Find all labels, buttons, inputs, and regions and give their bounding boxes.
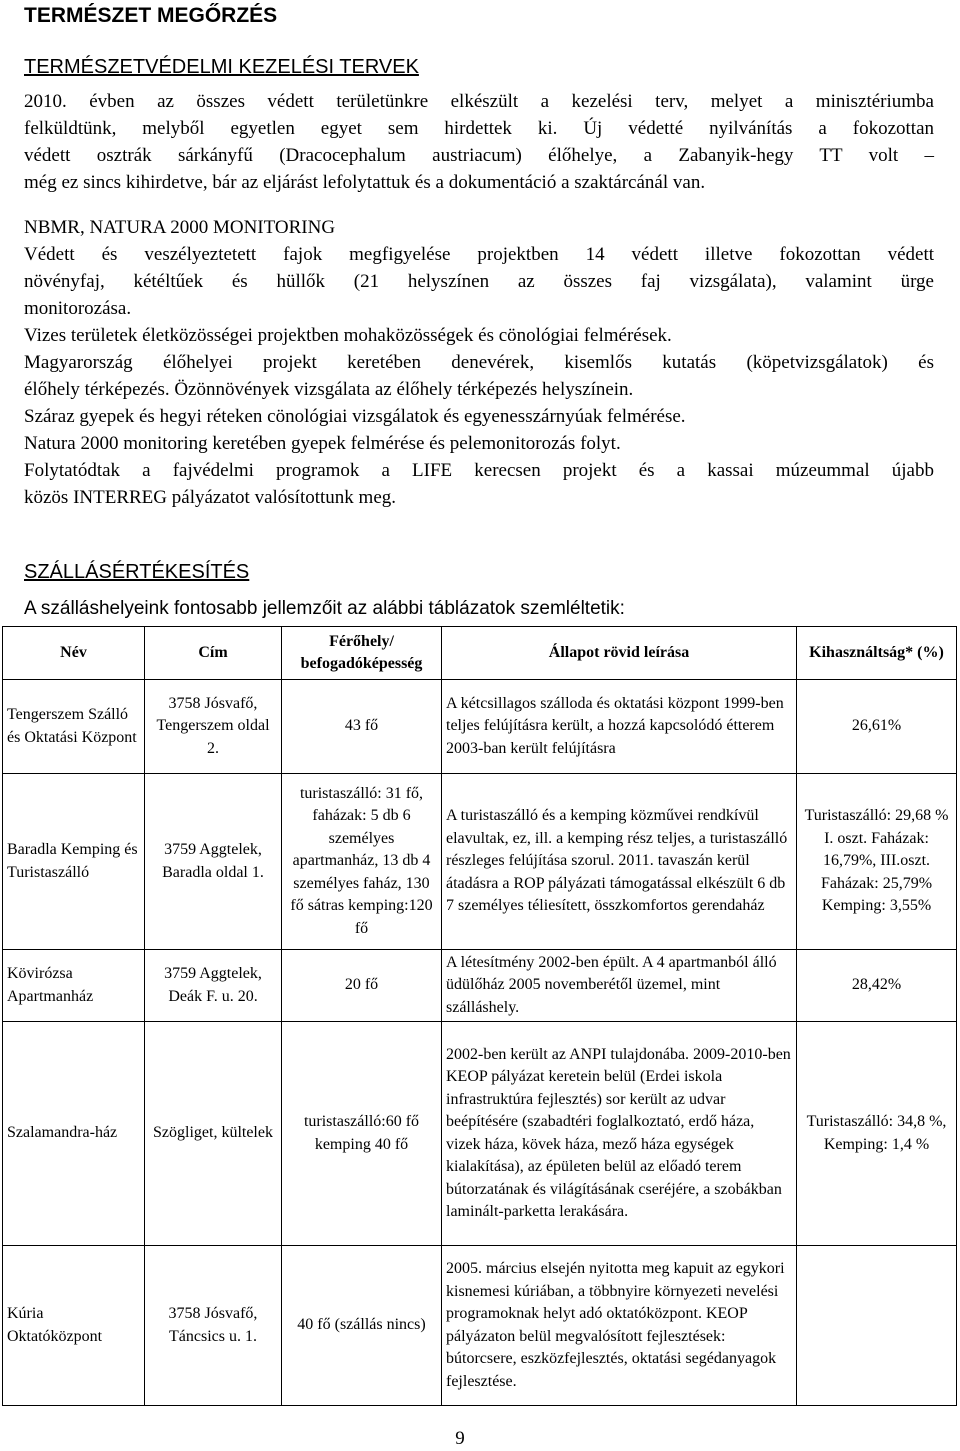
subsection-title: TERMÉSZETVÉDELMI KEZELÉSI TERVEK [24, 56, 419, 78]
monitoring-line: Magyarország élőhelyei projekt keretében denevérek, kisemlős kutatás (köpetvizsgálatok) és [24, 352, 934, 373]
cell-status: A kétcsillagos szálloda és oktatási központ 1999-ben teljes felújításra került, a hozzá kapcsolódó étterem 2003-ban került felújításra [442, 680, 797, 774]
accommodation-heading: SZÁLLÁSÉRTÉKESÍTÉS [24, 561, 250, 583]
accommodation-intro: A szálláshelyeink fontosabb jellemzőit az alábbi táblázatok szemléltetik: [24, 598, 625, 619]
monitoring-line: Száraz gyepek és hegyi réteken cönológiai vizsgálatok és egyenesszárnyúak felmérése. [24, 406, 686, 427]
cell-occupancy: Turistaszálló: 34,8 %, Kemping: 1,4 % [797, 1022, 957, 1246]
cell-name: Tengerszem Szálló és Oktatási Központ [3, 680, 145, 774]
monitoring-line: közös INTERREG pályázatot valósítottunk meg. [24, 487, 397, 508]
cell-status: 2002-ben került az ANPI tulajdonába. 2009-2010-ben KEOP pályázat keretein belül (Erdei iskola infrastruktúra fejlesztés) sor került az udvar beépítésére (szabadtéri foglalkoztató, erdő háza, vizek háza, kövek háza, mező háza egységek kialakítása), az épületen belül az előadó terem bútorzatának és világításának cseréjére, a szobákban laminált-parketta lerakására. [442, 1022, 797, 1246]
cell-address: 3758 Jósvafő, Táncsics u. 1. [145, 1246, 282, 1406]
table-row [3, 1246, 957, 1406]
cell-name: Szalamandra-ház [3, 1022, 145, 1246]
cell-occupancy [797, 1246, 957, 1406]
column-header-capacity: Férőhely/ befogadóképesség [282, 627, 442, 680]
section-title: TERMÉSZET MEGŐRZÉS [24, 4, 278, 27]
cell-capacity: 40 fő (szállás nincs) [282, 1246, 442, 1406]
cell-address: 3758 Jósvafő, Tengerszem oldal 2. [145, 680, 282, 774]
cell-capacity: turistaszálló: 31 fő, faházak: 5 db 6 személyes apartmanház, 13 db 4 személyes faház, 130 fő sátras kemping:120 fő [282, 774, 442, 950]
cell-address: Szögliget, kültelek [145, 1022, 282, 1246]
cell-status: A létesítmény 2002-ben épült. A 4 apartmanból álló üdülőház 2005 novemberétől üzemel, mint szálláshely. [442, 950, 797, 1022]
management-plans-paragraph [24, 88, 934, 196]
monitoring-line: Natura 2000 monitoring keretében gyepek felmérése és pelemonitorozás folyt. [24, 433, 621, 454]
paragraph-line: védett osztrák sárkányfű (Dracocephalum austriacum) élőhelye, a Zabanyik-hegy TT volt – [24, 145, 934, 166]
accommodation-table [2, 626, 957, 1406]
column-header-occupancy: Kihasználtság* (%) [797, 627, 957, 680]
cell-address: 3759 Aggtelek, Deák F. u. 20. [145, 950, 282, 1022]
monitoring-line: Folytatódtak a fajvédelmi programok a LIFE kerecsen projekt és a kassai múzeummal újabb [24, 460, 934, 481]
cell-capacity: 43 fő [282, 680, 442, 774]
monitoring-line: monitorozása. [24, 298, 132, 319]
cell-occupancy: Turistaszálló: 29,68 % I. oszt. Faházak: 16,79%, III.oszt. Faházak: 25,79% Kemping: 3,55% [797, 774, 957, 950]
cell-address: 3759 Aggtelek, Baradla oldal 1. [145, 774, 282, 950]
monitoring-line: Védett és veszélyeztetett fajok megfigyelése projektben 14 védett illetve fokozottan védett [24, 244, 934, 265]
table-header-row [3, 627, 957, 680]
table-row [3, 680, 957, 774]
paragraph-line: még ez sincs kihirdetve, bár az eljárást lefolytattuk és a dokumentáció a szaktárcánál van. [24, 172, 706, 193]
table-row [3, 1022, 957, 1246]
monitoring-line: Vizes területek életközösségei projektben mohaközösségek és cönológiai felmérések. [24, 325, 672, 346]
cell-status: 2005. március elsején nyitotta meg kapuit az egykori kisnemesi kúriában, a többnyire környezeti nevelési programoknak helyt adó oktatóközpont. KEOP pályázaton belül megvalósított fejlesztések: bútorcsere, eszközfejlesztés, oktatási segédanyagok fejlesztése. [442, 1246, 797, 1406]
column-header-name: Név [3, 627, 145, 680]
cell-occupancy: 28,42% [797, 950, 957, 1022]
table-row [3, 774, 957, 950]
cell-name: Kövirózsa Apartmanház [3, 950, 145, 1022]
cell-status: A turistaszálló és a kemping közművei rendkívül elavultak, ez, ill. a kemping rész teljes, a turistaszálló részleges felújítása szorul. 2011. tavaszán kerül átadásra a ROP pályázati támogatással elkészült 6 db 7 személyes téliesített, összkomfortos gerendaház [442, 774, 797, 950]
column-header-status: Állapot rövid leírása [442, 627, 797, 680]
monitoring-section [24, 214, 934, 511]
monitoring-heading: NBMR, NATURA 2000 MONITORING [24, 217, 336, 238]
cell-name: Baradla Kemping és Turistaszálló [3, 774, 145, 950]
cell-occupancy: 26,61% [797, 680, 957, 774]
paragraph-line: 2010. évben az összes védett területünkre elkészült a kezelési terv, melyet a minisztériumba [24, 91, 934, 112]
monitoring-line: élőhely térképezés. Özönnövények vizsgálata az élőhely térképezés helyszínein. [24, 379, 634, 400]
monitoring-line: növényfaj, kétéltűek és hüllők (21 helyszínen az összes faj vizsgálata), valamint ürge [24, 271, 934, 292]
column-header-address: Cím [145, 627, 282, 680]
paragraph-line: felküldtünk, melyből egyetlen egyet sem hirdettek ki. Új védetté nyilvánítás a fokozottan [24, 118, 934, 139]
cell-name: Kúria Oktatóközpont [3, 1246, 145, 1406]
table-row [3, 950, 957, 1022]
cell-capacity: turistaszálló:60 fő kemping 40 fő [282, 1022, 442, 1246]
cell-capacity: 20 fő [282, 950, 442, 1022]
page-number: 9 [455, 1428, 465, 1449]
